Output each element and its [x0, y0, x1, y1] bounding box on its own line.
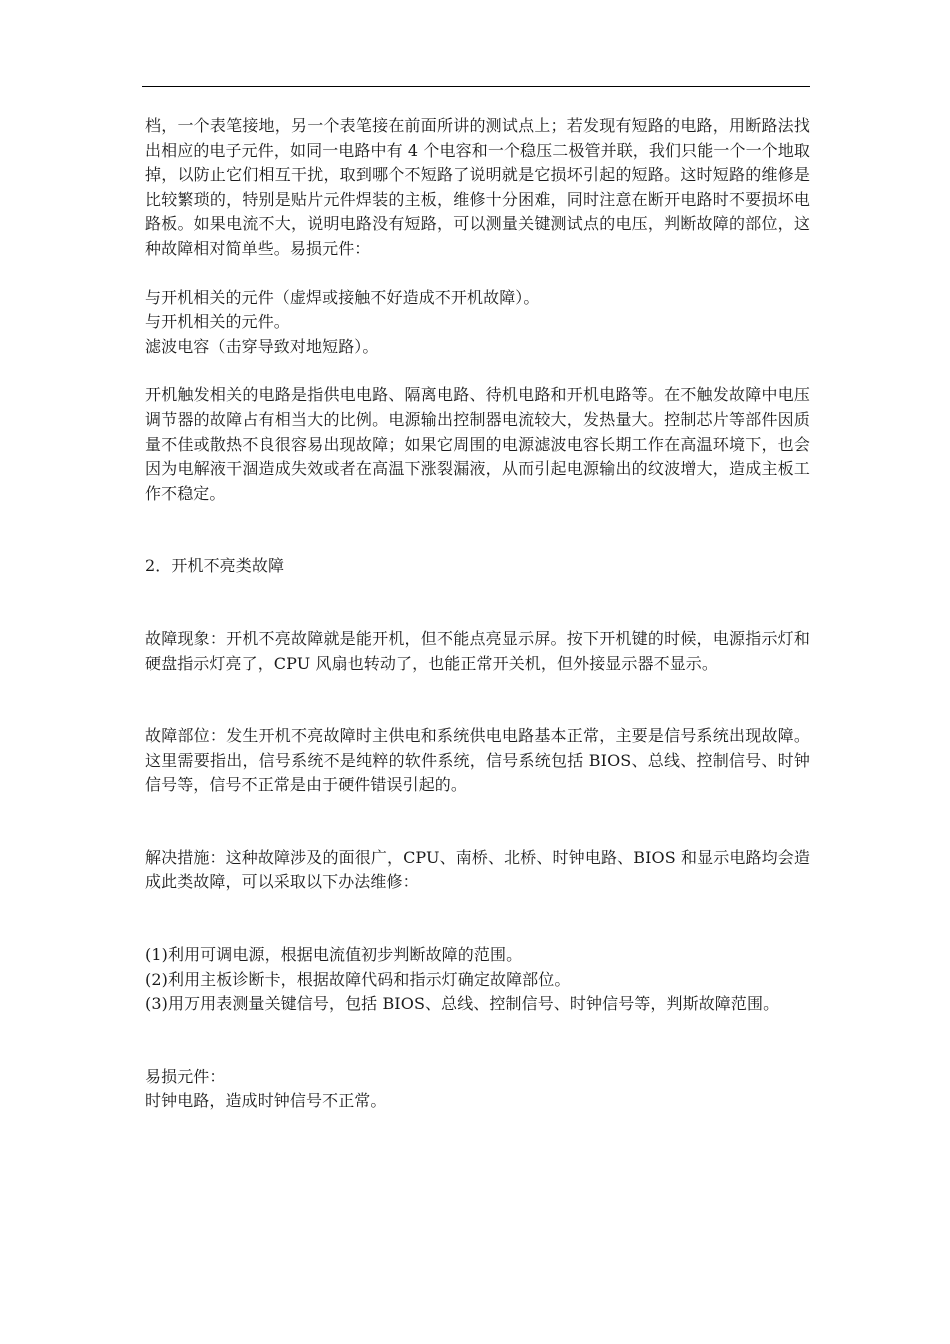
paragraph-spacer [145, 262, 810, 286]
paragraph-spacer [145, 895, 810, 943]
list-item: 滤波电容（击穿导致对地短路）。 [145, 336, 379, 356]
method-item: (2)利用主板诊断卡，根据故障代码和指示灯确定故障部位。 [145, 969, 571, 989]
paragraph-short-circuit-check: 档，一个表笔接地，另一个表笔接在前面所讲的测试点上；若发现有短路的电路，用断路法找出相应的电子元件，如同一电路中有 4 个电容和一个稳压二极管并联，我们只能一个一个地取掉，以防止它们相互干扰，取到哪个不短路了说明就是它损坏引起的短路。这时短路的维修是比较繁琐的，特别是贴片元件焊装的主板，维修十分困难，同时注意在断开电路时不要损坏电路板。如果电流不大，说明电路没有短路，可以测量关键测试点的电压，判断故障的部位，这种故障相对简单些。易损元件： [145, 116, 810, 258]
paragraph-fault-location: 故障部位：发生开机不亮故障时主供电和系统供电电路基本正常，主要是信号系统出现故障。这里需要指出，信号系统不是纯粹的软件系统，信号系统包括 BIOS、总线、控制信号、时钟信号等，信号不正常是由于硬件错误引起的。 [145, 726, 810, 795]
document-body [145, 114, 810, 1114]
method-item: (3)用万用表测量关键信号，包括 BIOS、总线、控制信号、时钟信号等，判斯故障范围。 [145, 994, 780, 1014]
paragraph-symptom: 故障现象：开机不亮故障就是能开机，但不能点亮显示屏。按下开机键的时候，电源指示灯和硬盘指示灯亮了，CPU 风扇也转动了，也能正常开关机，但外接显示器不显示。 [145, 628, 810, 673]
paragraph-spacer [145, 798, 810, 846]
method-item: (1)利用可调电源，根据电流值初步判断故障的范围。 [145, 945, 523, 965]
paragraph-solution: 解决措施：这种故障涉及的面很广，CPU、南桥、北桥、时钟电路、BIOS 和显示电路均会造成此类故障，可以采取以下办法维修： [145, 847, 810, 892]
paragraph-spacer [145, 579, 810, 627]
paragraph-spacer [145, 676, 810, 724]
vulnerable-parts-label: 易损元件： [145, 1066, 226, 1086]
header-rule [142, 86, 810, 87]
list-item: 与开机相关的元件（虚焊或接触不好造成不开机故障）。 [145, 287, 540, 307]
list-item: 与开机相关的元件。 [145, 312, 290, 332]
paragraph-spacer [145, 359, 810, 383]
paragraph-power-trigger: 开机触发相关的电路是指供电电路、隔离电路、待机电路和开机电路等。在不触发故障中电压调节器的故障占有相当大的比例。电源输出控制器电流较大，发热量大。控制芯片等部件因质量不佳或散热不良很容易出现故障；如果它周围的电源滤波电容长期工作在高温环境下，也会因为电解液干涸造成失效或者在高温下涨裂漏液，从而引起电源输出的纹波增大，造成主板工作不稳定。 [145, 385, 810, 503]
paragraph-spacer [145, 506, 810, 554]
vulnerable-parts-item: 时钟电路，造成时钟信号不正常。 [145, 1091, 387, 1111]
section-heading: 2．开机不亮类故障 [145, 556, 285, 576]
paragraph-spacer [145, 1017, 810, 1065]
